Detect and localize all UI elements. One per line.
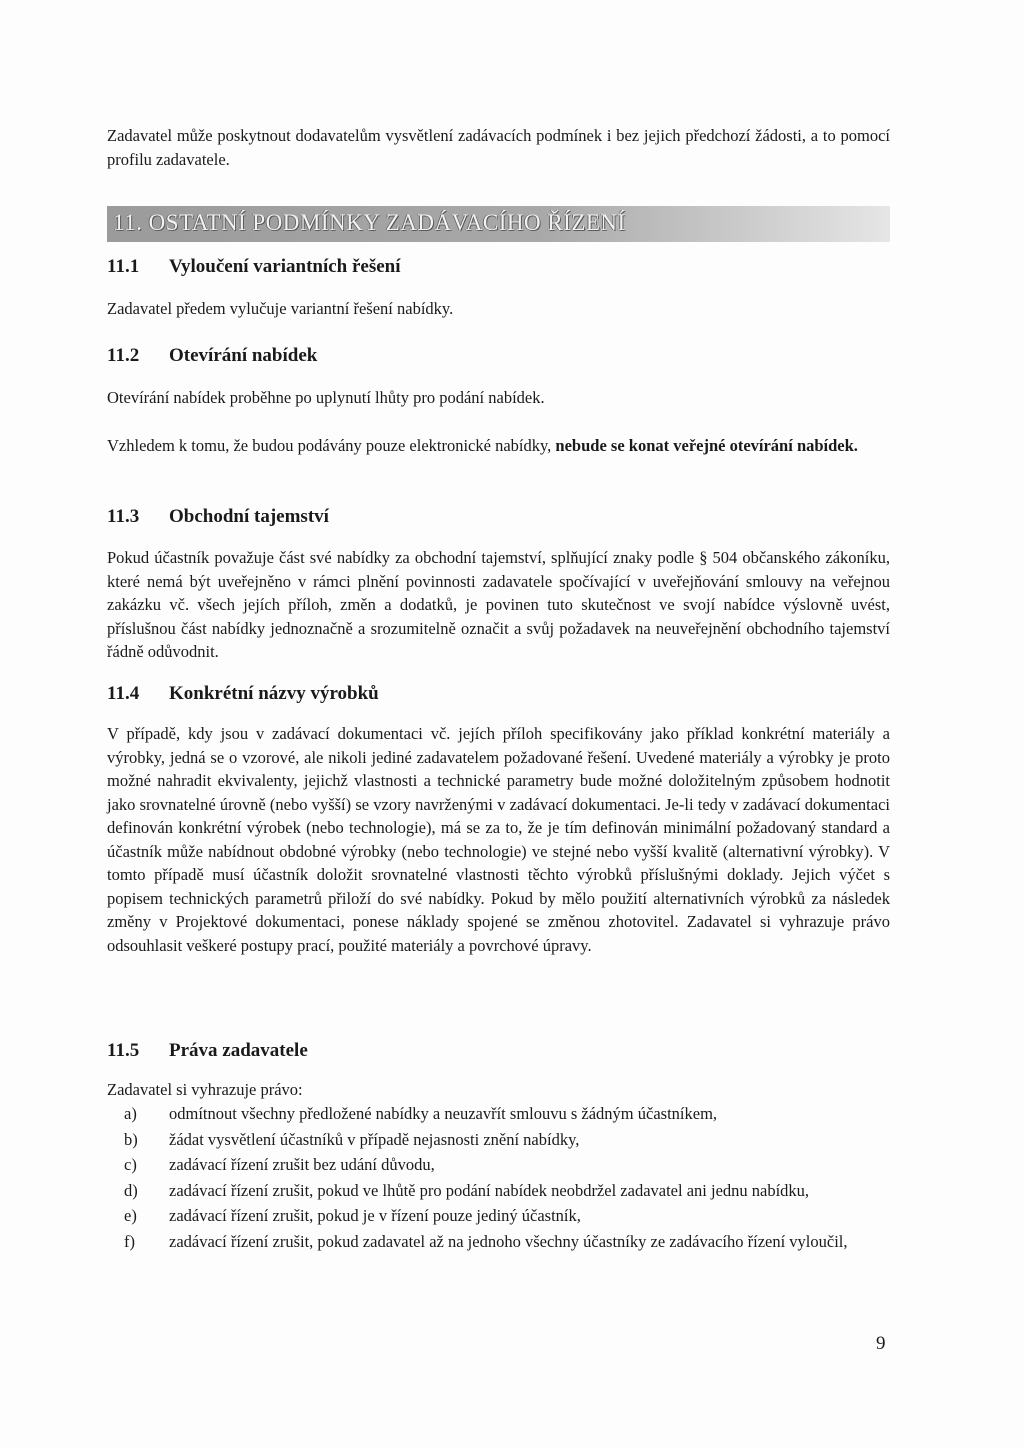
heading-11-1 [107, 256, 401, 278]
list-item [107, 1204, 890, 1228]
section-banner [107, 206, 890, 242]
heading-title: Otevírání nabídek [169, 345, 318, 366]
list-item-text: odmítnout všechny předložené nabídky a neuzavřít smlouvu s žádným účastníkem, [169, 1104, 718, 1123]
heading-title: Obchodní tajemství [169, 506, 329, 527]
list-marker: c) [124, 1155, 137, 1174]
heading-number: 11.2 [107, 345, 140, 366]
list-item-text: zadávací řízení zrušit, pokud ve lhůtě pro podání nabídek neobdržel zadavatel ani jednu nabídku, [169, 1180, 810, 1200]
heading-number: 11.1 [107, 256, 140, 277]
page-number: 9 [876, 1333, 886, 1354]
list-marker: f) [124, 1231, 135, 1251]
section-banner-title: 11. OSTATNÍ PODMÍNKY ZADÁVACÍHO ŘÍZENÍ [113, 210, 626, 235]
list-item-text: zadávací řízení zrušit, pokud je v řízení pouze jediný účastník, [169, 1206, 581, 1225]
heading-title: Konkrétní názvy výrobků [169, 683, 379, 704]
list-item-text: zadávací řízení zrušit bez udání důvodu, [169, 1155, 435, 1174]
list-marker: e) [124, 1206, 137, 1225]
heading-title: Práva zadavatele [169, 1040, 308, 1061]
paragraph-bold-text: nebude se konat veřejné otevírání nabídek. [555, 436, 858, 455]
paragraph-11-1: Zadavatel předem vylučuje variantní řešení nabídky. [107, 299, 454, 318]
heading-11-3 [107, 506, 329, 528]
heading-number: 11.3 [107, 506, 140, 527]
list-item [107, 1153, 890, 1177]
list-item [107, 1102, 890, 1126]
heading-title: Vyloučení variantních řešení [169, 256, 401, 277]
heading-number: 11.4 [107, 683, 140, 704]
heading-11-4 [107, 683, 379, 705]
list-marker: a) [124, 1104, 137, 1123]
list-item-text: žádat vysvětlení účastníků v případě nejasnosti znění nabídky, [169, 1129, 580, 1149]
heading-11-5 [107, 1040, 308, 1062]
list-item [107, 1230, 890, 1254]
heading-11-2 [107, 345, 317, 367]
list-item [107, 1179, 890, 1203]
intro-paragraph: Zadavatel může poskytnout dodavatelům vysvětlení zadávacích podmínek i bez jejich předchozí žádosti, a to pomocí profilu zadavatele. [107, 126, 890, 169]
paragraph-11-4: V případě, kdy jsou v zadávací dokumentaci vč. jejích příloh specifikovány jako příklad konkrétní materiály a výrobky, jedná se o vzorové, ale nikoli jediné zadavatelem požadované řešení. Uvedené materiály a výrobky je proto možné nahradit ekvivalenty, jejichž vlastnosti a technické parametry bude možné doložitelným způsobem hodnotit jako srovnatelné úrovně (nebo vyšší) se vzory navrženými v zadávací dokumentaci. Je-li tedy v zadávací dokumentaci definován konkrétní výrobek (nebo technologie), má se za to, že je tím definován minimální požadovaný standard a účastník může nabídnout obdobné výrobky (nebo technologie) ve stejné nebo vyšší kvalitě (alternativní výrobky). V tomto případě musí účastník doložit srovnatelné vlastnosti těchto výrobků příslušnými doklady. Jejich výčet s popisem technických parametrů přiloží do své nabídky. Pokud by mělo použití alternativních výrobků za následek změny v Projektové dokumentaci, ponese náklady spojené se změnou zhotovitel. Zadavatel si vyhrazuje právo odsouhlasit veškeré postupy prací, použité materiály a povrchové úpravy. [107, 724, 890, 955]
paragraph-11-3: Pokud účastník považuje část své nabídky za obchodní tajemství, splňující znaky podle § 504 občanského zákoníku, které nemá být uveřejněno v rámci plnění povinnosti zadavatele spočívající v uveřejňování smlouvy na veřejnou zakázku vč. všech jejích příloh, změn a dodatků, je povinen tuto skutečnost ve svojí nabídce výslovně uvést, příslušnou část nabídky jednoznačně a srozumitelně označit a svůj požadavek na neuveřejnění obchodního tajemství řádně odůvodnit. [107, 548, 890, 661]
paragraph-11-2-a: Otevírání nabídek proběhne po uplynutí lhůty pro podání nabídek. [107, 388, 545, 407]
paragraph-11-2-b [107, 434, 890, 458]
paragraph-11-5-lead: Zadavatel si vyhrazuje právo: [107, 1080, 303, 1099]
heading-number: 11.5 [107, 1040, 140, 1061]
list-marker: b) [124, 1129, 138, 1149]
list-marker: d) [124, 1180, 138, 1200]
list-item-text: zadávací řízení zrušit, pokud zadavatel až na jednoho všechny účastníky ze zadávacího řízení vyloučil, [169, 1231, 848, 1251]
paragraph-plain-text: Vzhledem k tomu, že budou podávány pouze elektronické nabídky, [107, 436, 552, 455]
rights-list [107, 1102, 890, 1255]
list-item [107, 1128, 890, 1152]
